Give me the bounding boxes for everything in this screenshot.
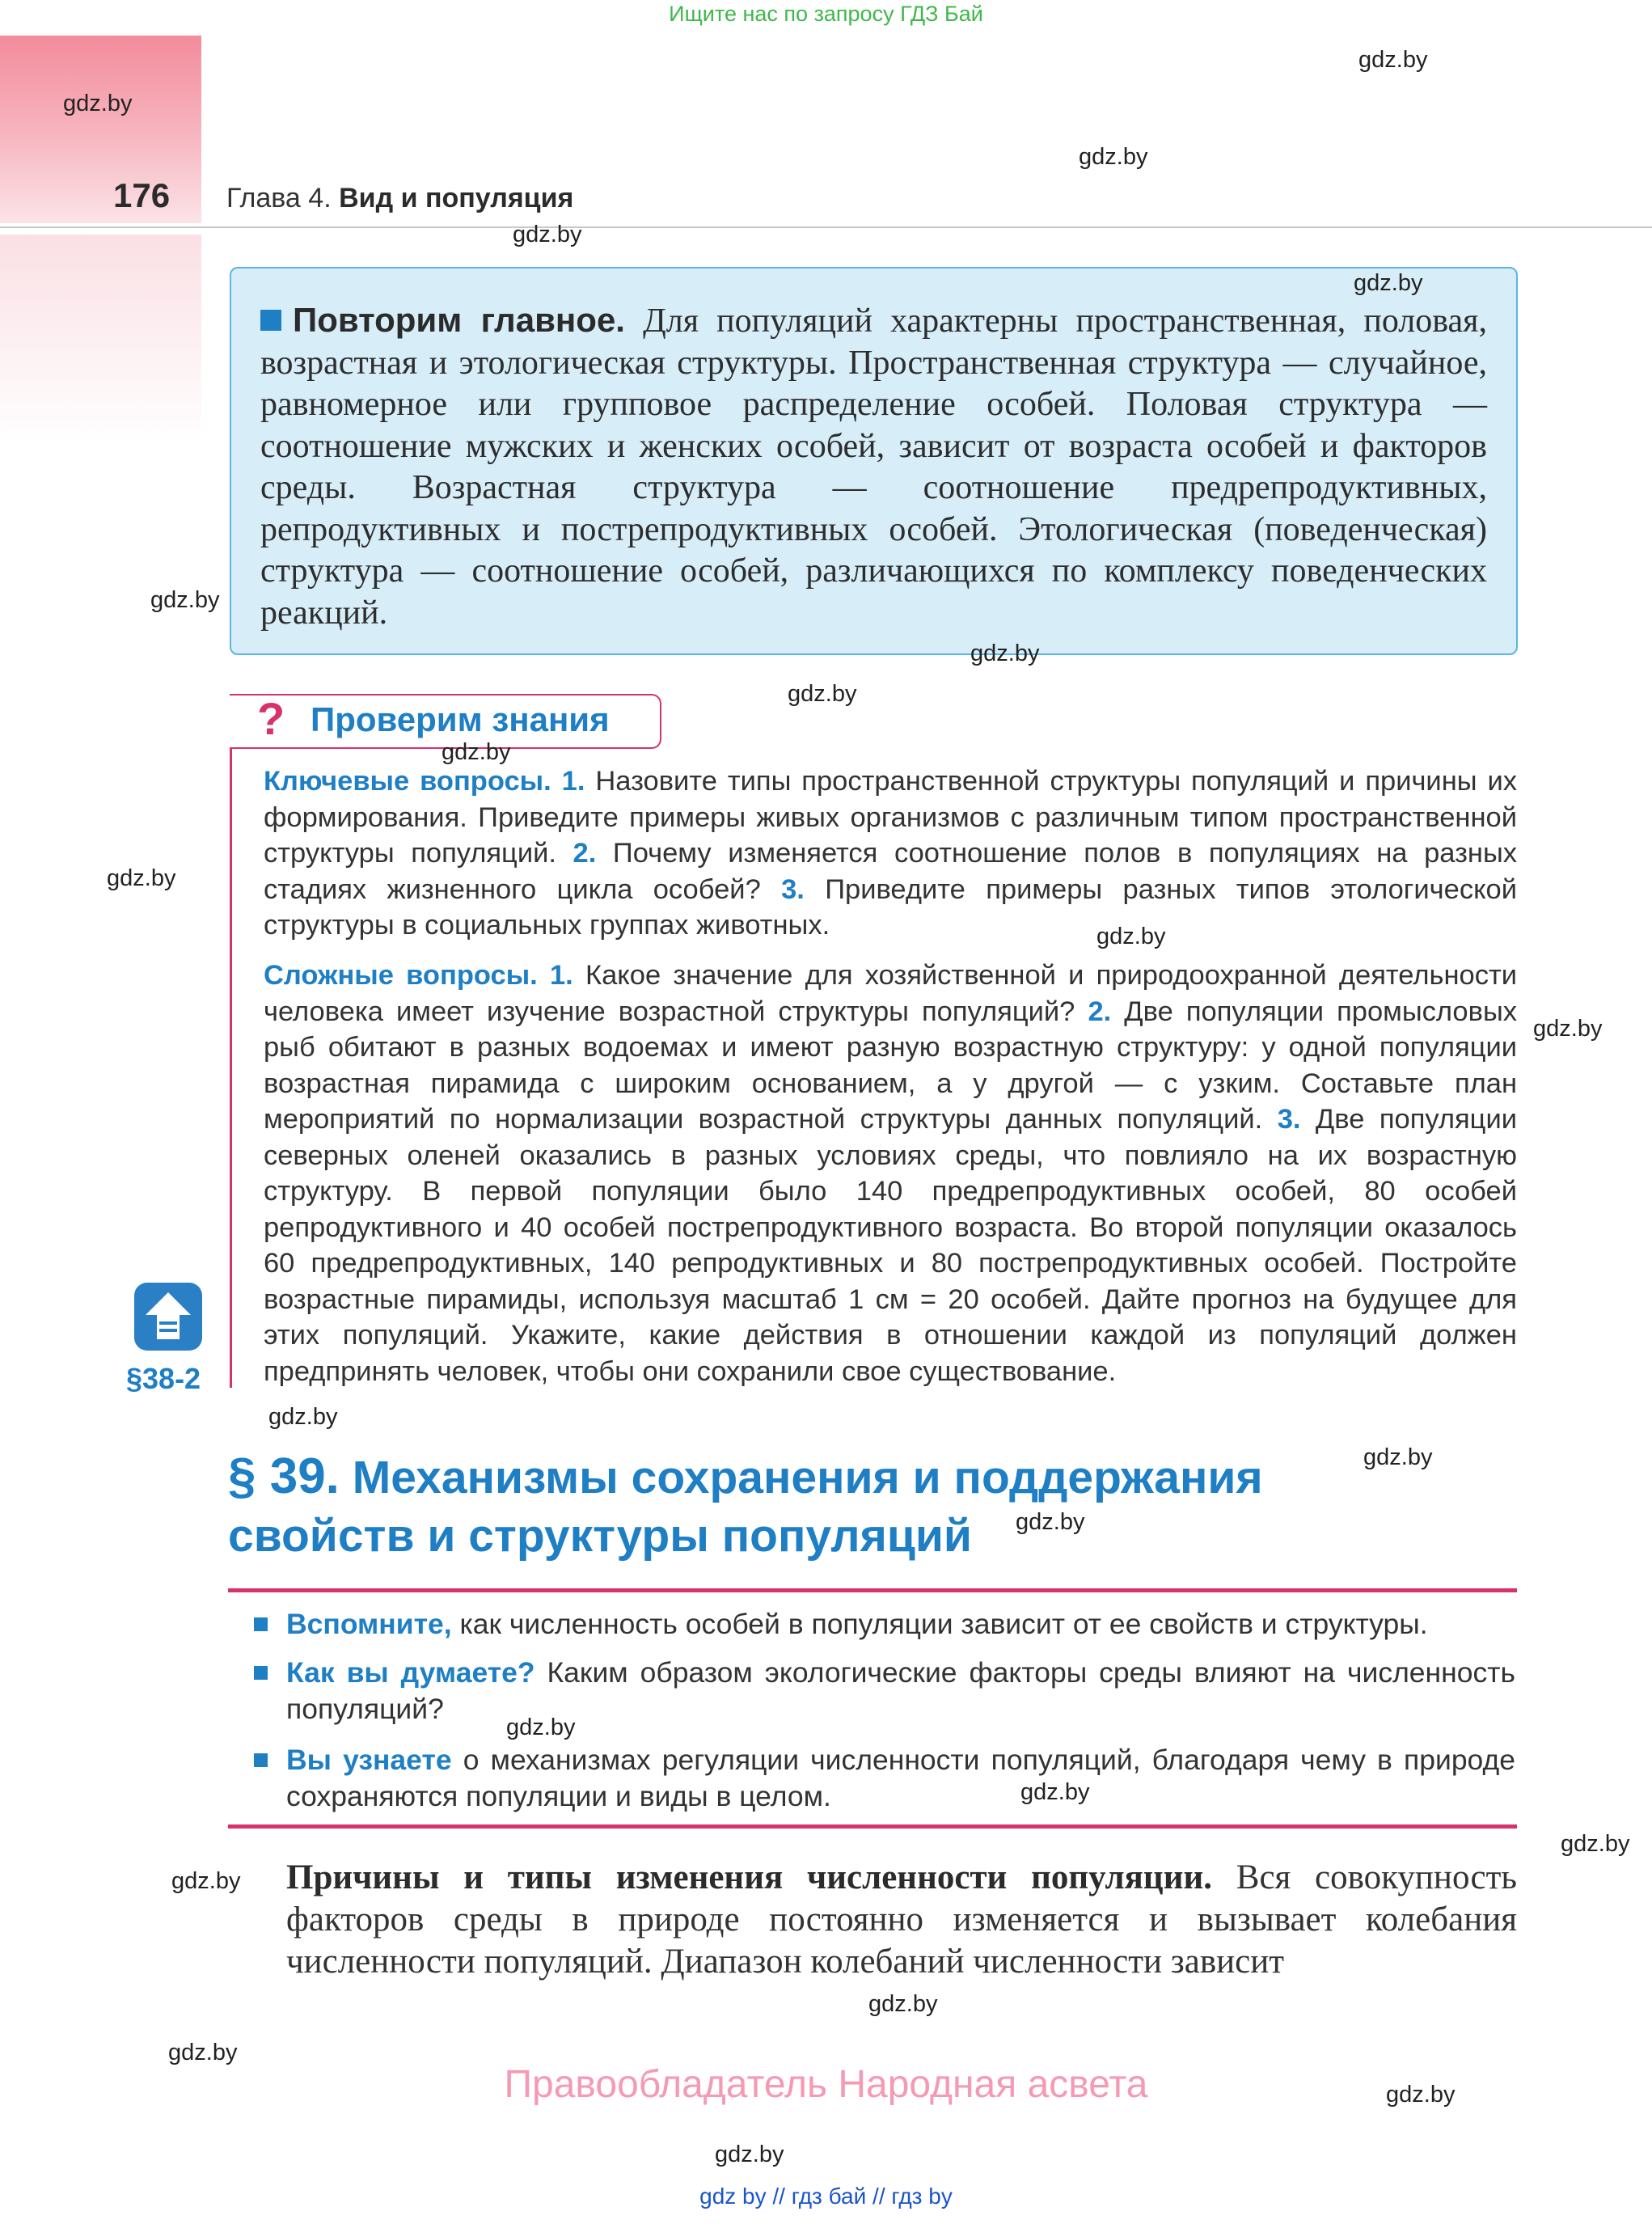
section-title — [228, 1448, 1392, 1565]
watermark: gdz.by — [1020, 1779, 1090, 1805]
question-text: Приведите примеры разных типов этологической структуры в социальных группах животных. — [264, 873, 1518, 941]
watermark: gdz.by — [107, 865, 176, 891]
watermark: gdz.by — [442, 739, 511, 765]
summary-body: Для популяций характерны пространственная, половая, возрастная и этологическая структуры. Пространственная структура — случайное, равномерное или групповое распределение особей. Половая структура — соотношение мужских и женских особей, зависит от возраста особей и факторов среды. Возрастная структура — соотношение предрепродуктивных, репродуктивных и пострепродуктивных особей. Этологическая (поведенческая) структура — соотношение особей, различающихся по комплексу поведенческих реакций. — [260, 302, 1487, 632]
chapter-heading — [226, 183, 573, 214]
question-number: 3. — [1277, 1104, 1301, 1135]
square-bullet-icon — [254, 1617, 268, 1631]
hard-questions-label: Сложные вопросы. — [264, 960, 538, 991]
intro-text: как численность особей в популяции зависит от ее свойств и структуры. — [459, 1608, 1428, 1640]
intro-top-rule — [228, 1588, 1517, 1592]
summary-box — [230, 267, 1518, 655]
question-number: 1. — [550, 960, 573, 991]
watermark: gdz.by — [1354, 270, 1423, 296]
paragraph-reference[interactable]: §38-2 — [126, 1362, 201, 1395]
key-questions — [264, 763, 1517, 944]
watermark: gdz.by — [150, 587, 220, 613]
quiz-side-bar — [230, 749, 232, 1388]
intro-item — [254, 1655, 1515, 1727]
watermark: gdz.by — [171, 1868, 241, 1894]
intro-lead: Вы узнаете — [286, 1744, 452, 1776]
question-text: Две популяции северных оленей оказались в разных условиях среды, что повлияло на их возрастную структуру. В первой популяции было 140 предрепродуктивных особей, 80 особей репродуктивного и 40 особей пострепродуктивного возраста. Во второй популяции оказалось 60 предрепродуктивных, 140 репродуктивных и 80 пострепродуктивных особей. Постройте возрастные пирамиды, используя масштаб 1 см = 20 особей. Дайте прогноз на будущее для этих популяций. Укажите, какие действия в отношении каждой из популяций должен предпринять человек, чтобы они сохранили свое существование. — [264, 1104, 1517, 1387]
intro-item — [254, 1606, 1515, 1643]
watermark: gdz.by — [1386, 2082, 1456, 2108]
body-paragraph — [286, 1857, 1517, 1983]
square-bullet-icon — [254, 1666, 268, 1680]
watermark: gdz.by — [970, 641, 1040, 666]
watermark: gdz.by — [63, 91, 133, 116]
question-text: Назовите типы пространственной структуры популяций и причины их формирования. Приведите примеры живых организмов с различным типом пространственной структуры популяций. — [264, 766, 1518, 869]
back-reference-icon[interactable] — [134, 1283, 202, 1351]
watermark: gdz.by — [1561, 1831, 1630, 1857]
summary-lead: Повторим главное. — [293, 301, 625, 339]
top-banner[interactable]: Ищите нас по запросу ГДЗ Бай — [669, 2, 983, 26]
watermark: gdz.by — [506, 1715, 576, 1740]
intro-lead: Как вы думаете? — [286, 1656, 535, 1689]
question-number: 3. — [781, 873, 805, 905]
body-lead: Причины и типы изменения численности популяции. — [286, 1858, 1213, 1896]
watermark: gdz.by — [715, 2142, 784, 2167]
intro-text: Каким образом экологические факторы среды влияют на численность популяций? — [286, 1656, 1515, 1725]
quiz-title: Проверим знания — [311, 700, 610, 738]
section-title-text: Механизмы сохранения и поддержания свойств и структуры популяций — [228, 1452, 1263, 1562]
hard-questions — [264, 958, 1517, 1389]
intro-item — [254, 1742, 1515, 1815]
header-divider — [0, 226, 1652, 228]
watermark: gdz.by — [868, 1991, 938, 2017]
key-questions-label: Ключевые вопросы. — [264, 766, 551, 797]
copyright-notice: Правообладатель Народная асвета — [504, 2063, 1148, 2106]
page-corner-fade — [0, 235, 201, 445]
intro-text: о механизмах регуляции численности популяций, благодаря чему в природе сохраняются популяции и виды в целом. — [286, 1744, 1515, 1812]
page-number: 176 — [113, 176, 171, 214]
question-text: Какое значение для хозяйственной и природоохранной деятельности человека имеет изучение возрастной структуры популяций? — [264, 960, 1518, 1027]
summary-text — [260, 299, 1487, 634]
watermark: gdz.by — [1533, 1016, 1603, 1042]
question-text: Почему изменяется соотношение полов в популяциях на разных стадиях жизненного цикла особей? — [264, 838, 1517, 905]
intro-lead: Вспомните, — [286, 1608, 452, 1640]
watermark: gdz.by — [513, 222, 582, 247]
watermark: gdz.by — [168, 2040, 238, 2065]
question-number: 2. — [1088, 996, 1112, 1027]
square-bullet-icon — [260, 310, 281, 331]
body-text: Вся совокупность факторов среды в природе постоянно изменяется и вызывает колебания численности популяций. Диапазон колебаний численности зависит — [286, 1858, 1518, 1981]
watermark: gdz.by — [1096, 924, 1166, 949]
question-number: 1. — [561, 766, 585, 797]
footer-links[interactable]: gdz by // гдз бай // гдз by — [699, 2184, 953, 2209]
question-number: 2. — [572, 838, 597, 869]
question-mark-icon: ? — [257, 693, 285, 744]
chapter-title: Вид и популяция — [339, 183, 574, 214]
chapter-prefix: Глава 4. — [226, 183, 332, 214]
watermark: gdz.by — [1363, 1444, 1433, 1470]
arrow-up-icon — [134, 1283, 202, 1351]
page-corner-tab — [0, 36, 201, 223]
watermark: gdz.by — [268, 1404, 338, 1430]
watermark: gdz.by — [1079, 144, 1148, 170]
watermark: gdz.by — [788, 681, 857, 707]
intro-bottom-rule — [228, 1824, 1517, 1829]
square-bullet-icon — [254, 1753, 268, 1767]
watermark: gdz.by — [1016, 1509, 1085, 1535]
watermark: gdz.by — [1358, 47, 1428, 73]
question-text: Две популяции промысловых рыб обитают в разных водоемах и имеют разную возрастную структуру: у одной популяции возрастная пирамида с широким основанием, а у другой — с узким. Составьте план мероприятий по нормализации возрастной структуры данных популяций. — [264, 996, 1517, 1135]
section-number: § 39. — [228, 1448, 340, 1504]
